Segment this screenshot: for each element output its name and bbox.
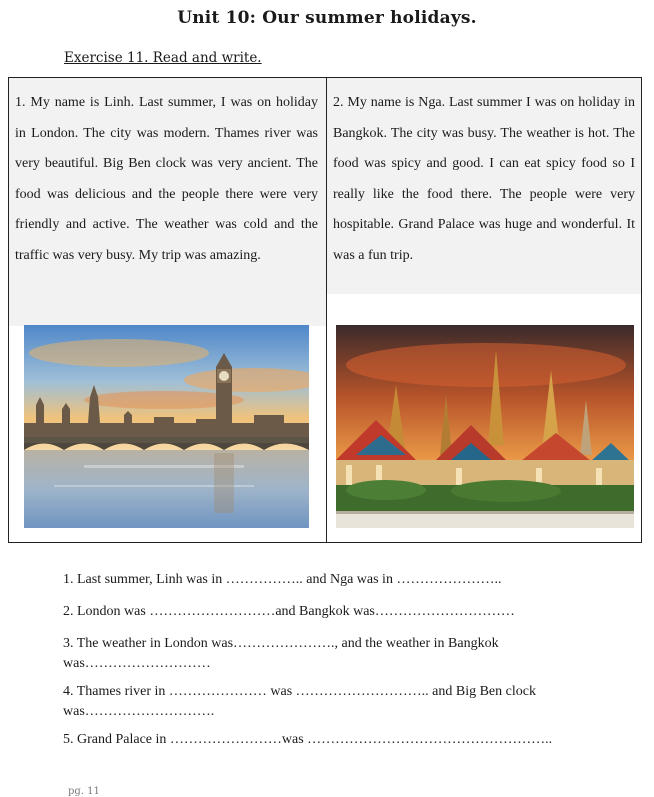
reading-table bbox=[8, 77, 642, 543]
exercise-heading: Exercise 11. Read and write. bbox=[64, 50, 262, 66]
page-title: Unit 10: Our summer holidays. bbox=[177, 8, 477, 28]
question-item: 4. Thames river in ………………… was ……………………….. and Big Ben clock was………………………. bbox=[63, 684, 536, 719]
page-number: pg. 11 bbox=[68, 786, 100, 797]
question-item: 2. London was ………………………and Bangkok was………………………… bbox=[63, 604, 515, 619]
passage-cell-nga bbox=[327, 78, 641, 294]
question-item: 3. The weather in London was…………………., and the weather in Bangkok was……………………… bbox=[63, 636, 499, 671]
passage-cell-linh bbox=[9, 78, 326, 326]
bangkok-grand-palace-photo bbox=[336, 325, 634, 528]
london-big-ben-photo bbox=[24, 325, 309, 528]
question-list bbox=[63, 570, 603, 762]
passage-text-nga: 2. My name is Nga. Last summer I was on holiday in Bangkok. The city was busy. The weather is hot. The food was spicy and good. I can eat spicy food so I really like the food there. The people were very hospitable. Grand Palace was huge and wonderful. It was a fun trip. bbox=[327, 78, 641, 294]
passage-text-linh: 1. My name is Linh. Last summer, I was on holiday in London. The city was modern. Thames river was very beautiful. Big Ben clock was very ancient. The food was delicious and the people there were very friendly and active. The weather was cold and the traffic was very busy. My trip was amazing. bbox=[9, 78, 326, 326]
question-item: 1. Last summer, Linh was in …………….. and Nga was in ………………….. bbox=[63, 572, 502, 587]
question-item: 5. Grand Palace in ……………………was …………………………………………….. bbox=[63, 732, 553, 747]
